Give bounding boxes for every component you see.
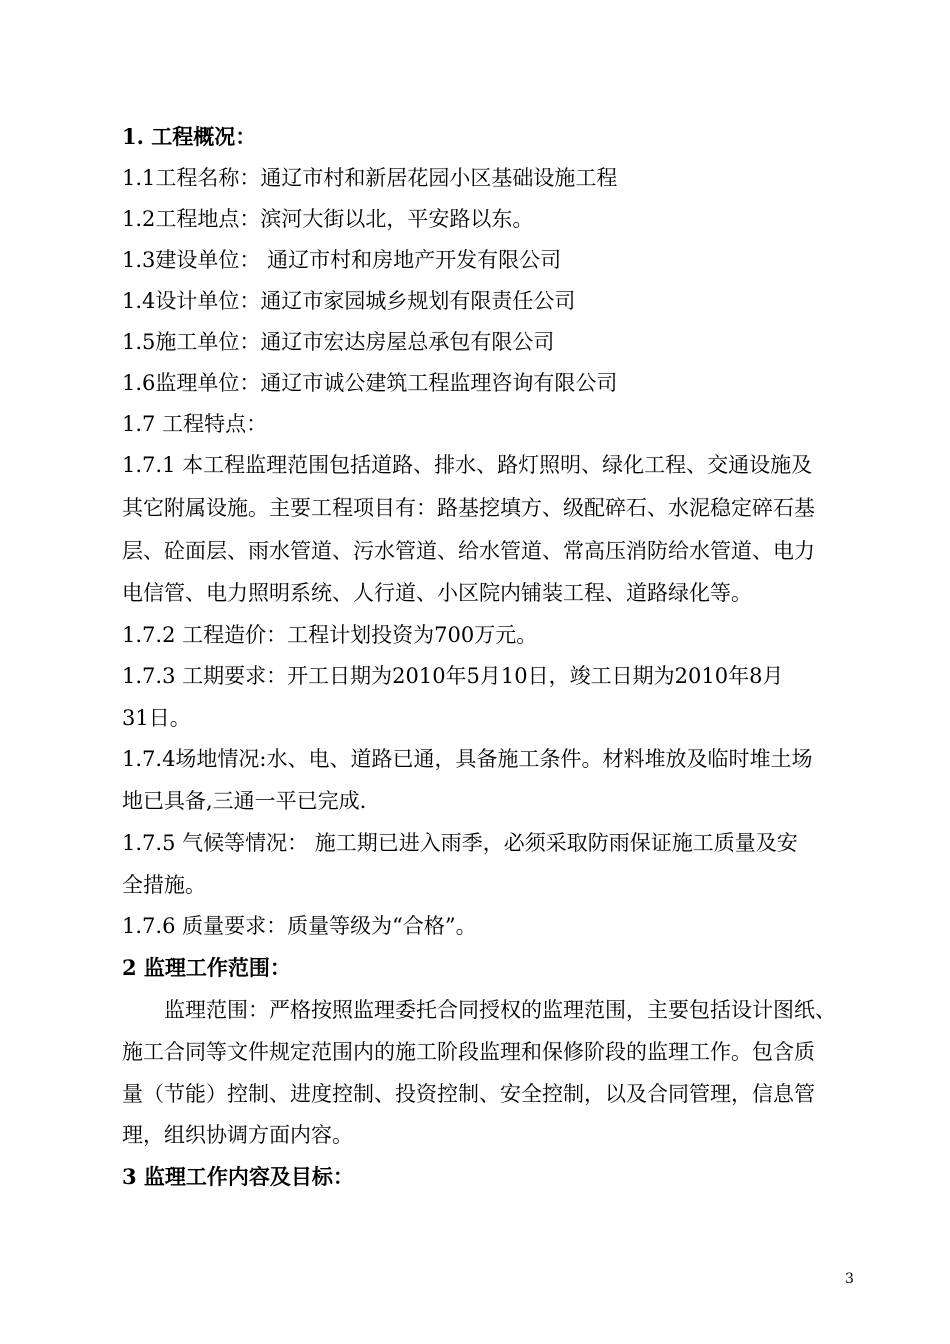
line-project-location: 1.2工程地点：滨河大街以北，平安路以东。 <box>122 207 534 231</box>
line-features-heading: 1.7 工程特点： <box>122 412 268 436</box>
paragraph-line-4: 理，组织协调方面内容。 <box>122 1123 353 1147</box>
line-cost: 1.7.2 工程造价：工程计划投资为700万元。 <box>122 623 538 647</box>
page-number: 3 <box>845 1271 854 1287</box>
line-scope-2: 其它附属设施。主要工程项目有：路基挖填方、级配碎石、水泥稳定碎石基 <box>122 496 815 520</box>
line-supervision-unit: 1.6监理单位：通辽市诚公建筑工程监理咨询有限公司 <box>122 371 618 395</box>
heading-2: 2 监理工作范围： <box>122 955 291 980</box>
line-construction-unit: 1.3建设单位： 通辽市村和房地产开发有限公司 <box>122 248 562 272</box>
line-quality: 1.7.6 质量要求：质量等级为“合格”。 <box>122 914 477 938</box>
line-scope-4: 电信管、电力照明系统、人行道、小区院内铺装工程、道路绿化等。 <box>122 581 752 605</box>
line-builder-unit: 1.5施工单位：通辽市宏达房屋总承包有限公司 <box>122 330 555 354</box>
paragraph-line-3: 量（节能）控制、进度控制、投资控制、安全控制，以及合同管理，信息管 <box>122 1082 815 1106</box>
paragraph-line-1: 监理范围：严格按照监理委托合同授权的监理范围，主要包括设计图纸、 <box>164 998 836 1022</box>
paragraph-line-2: 施工合同等文件规定范围内的施工阶段监理和保修阶段的监理工作。包含质 <box>122 1040 815 1064</box>
line-scope-3: 层、砼面层、雨水管道、污水管道、给水管道、常高压消防给水管道、电力 <box>122 539 815 563</box>
line-climate-1: 1.7.5 气候等情况： 施工期已进入雨季，必须采取防雨保证施工质量及安 <box>122 831 798 855</box>
line-design-unit: 1.4设计单位：通辽市家园城乡规划有限责任公司 <box>122 289 576 313</box>
heading-3: 3 监理工作内容及目标： <box>122 1164 354 1189</box>
line-site-2: 地已具备,三通一平已完成. <box>122 789 367 813</box>
line-site-1: 1.7.4场地情况:水、电、道路已通，具备施工条件。材料堆放及临时堆土场 <box>122 747 813 771</box>
line-schedule-1: 1.7.3 工期要求：开工日期为2010年5月10日，竣工日期为2010年8月 <box>122 664 784 688</box>
line-scope-1: 1.7.1 本工程监理范围包括道路、排水、路灯照明、绿化工程、交通设施及 <box>122 453 813 477</box>
line-schedule-2: 31日。 <box>122 706 191 730</box>
line-climate-2: 全措施。 <box>122 873 206 897</box>
line-project-name: 1.1工程名称：通辽市村和新居花园小区基础设施工程 <box>122 166 618 190</box>
heading-1: 1. 工程概况： <box>122 124 257 149</box>
